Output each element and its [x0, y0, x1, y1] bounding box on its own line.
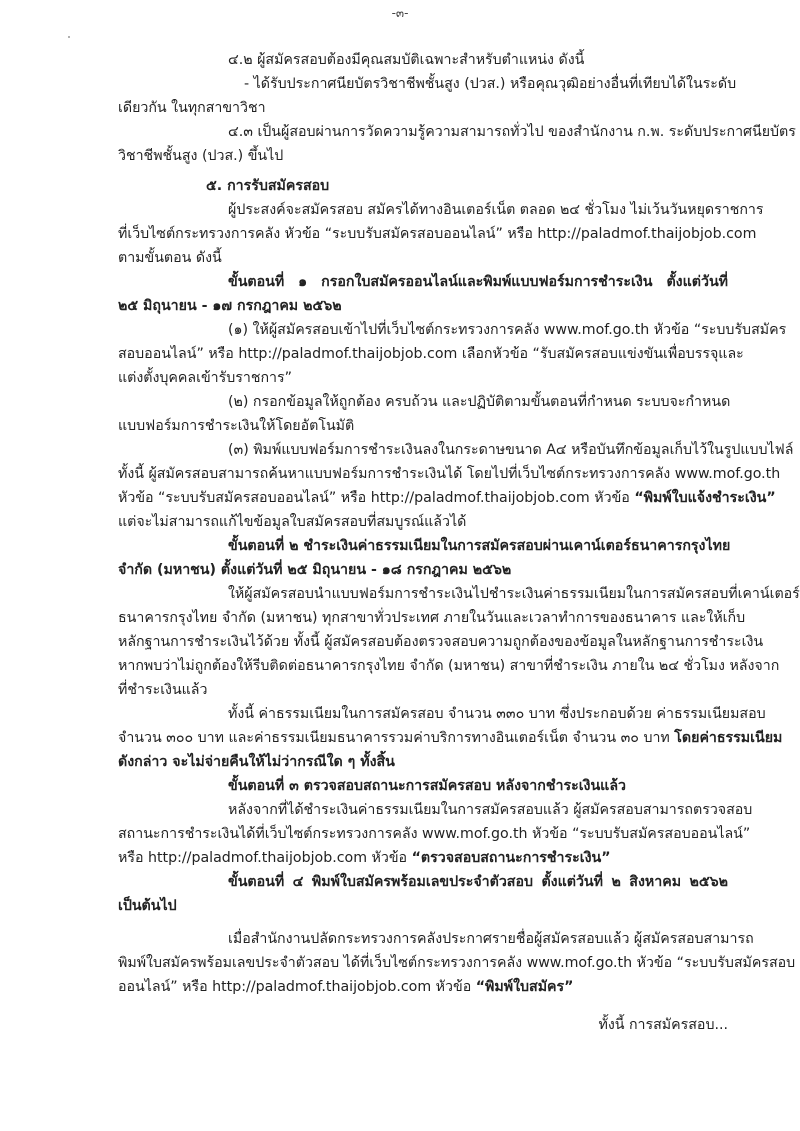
- text-line: [118, 72, 737, 96]
- bold-text: ขั้นตอนที่ ๓ ตรวจสอบสถานะการสมัครสอบ หลังจากชำระเงินแล้ว: [228, 778, 626, 794]
- document-body: [118, 48, 800, 1037]
- text-line: [118, 951, 796, 975]
- text-line: [118, 726, 783, 750]
- text-line: [118, 174, 728, 198]
- text: หรือ http://paladmof.thaijobjob.com หัวข้อ: [118, 850, 412, 866]
- text: สอบออนไลน์” หรือ http://paladmof.thaijobjob.com เลือกหัวข้อ “รับสมัครสอบแข่งขันเพื่อบรรจุและ: [118, 346, 744, 362]
- text-line: [118, 582, 800, 606]
- text-line: [118, 846, 728, 870]
- text: - ได้รับประกาศนียบัตรวิชาชีพชั้นสูง (ปวส.) หรือคุณวุฒิอย่างอื่นที่เทียบได้ในระดับ: [244, 76, 737, 92]
- bold-text: ดังกล่าว จะไม่จ่ายคืนให้ไม่ว่ากรณีใด ๆ ทั้งสิ้น: [118, 754, 395, 770]
- bold-text: เป็นต้นไป: [118, 898, 177, 914]
- bold-text: “พิมพ์ใบสมัคร”: [475, 979, 574, 995]
- text: สถานะการชำระเงินได้ที่เว็บไซต์กระทรวงการคลัง www.mof.go.th หัวข้อ “ระบบรับสมัครสอบออนไลน์”: [118, 826, 751, 842]
- text-line: [118, 558, 728, 582]
- bold-text: ๒๕ มิถุนายน - ๑๗ กรกฎาคม ๒๕๖๒: [118, 298, 342, 314]
- text: (๓) พิมพ์แบบฟอร์มการชำระเงินลงในกระดาษขนาด A๔ หรือบันทึกข้อมูลเก็บไว้ในรูปแบบไฟล์: [228, 442, 794, 458]
- text-line: [118, 1013, 728, 1037]
- text-line: [118, 774, 728, 798]
- text: (๑) ให้ผู้สมัครสอบเข้าไปที่เว็บไซต์กระทรวงการคลัง www.mof.go.th หัวข้อ “ระบบรับสมัคร: [228, 322, 787, 338]
- text-line: [118, 798, 753, 822]
- text-line: [118, 927, 754, 951]
- text: ที่ชำระเงินแล้ว: [118, 682, 208, 698]
- text-line: [118, 510, 728, 534]
- text-line: [118, 822, 751, 846]
- text-line: [118, 390, 731, 414]
- text-line: [118, 606, 746, 630]
- text: หลักฐานการชำระเงินไว้ด้วย ทั้งนี้ ผู้สมัครสอบต้องตรวจสอบความถูกต้องของข้อมูลในหลักฐานการชำระเงิน: [118, 634, 764, 650]
- text: เดียวกัน ในทุกสาขาวิชา: [118, 100, 266, 116]
- text-line: [118, 270, 728, 294]
- text: ทั้งนี้ การสมัครสอบ...: [598, 1017, 728, 1033]
- text-line: [118, 438, 794, 462]
- bold-text: ขั้นตอนที่ ๔ พิมพ์ใบสมัครพร้อมเลขประจำตัวสอบ ตั้งแต่วันที่ ๒ สิงหาคม ๒๕๖๒: [228, 874, 728, 890]
- text-line: [118, 96, 728, 120]
- text-line: [118, 366, 728, 390]
- text-line: [118, 246, 728, 270]
- text: ผู้ประสงค์จะสมัครสอบ สมัครได้ทางอินเตอร์เน็ต ตลอด ๒๔ ชั่วโมง ไม่เว้นวันหยุดราชการ: [228, 202, 764, 218]
- text: ตามขั้นตอน ดังนี้: [118, 250, 222, 266]
- scan-speck: [68, 36, 70, 38]
- bold-text: “พิมพ์ใบแจ้งชำระเงิน”: [634, 490, 776, 506]
- bold-text: โดยค่าธรรมเนียม: [674, 730, 783, 746]
- text-line: [118, 144, 728, 168]
- text: วิชาชีพชั้นสูง (ปวส.) ขึ้นไป: [118, 148, 284, 164]
- text-line: [118, 630, 764, 654]
- text-line: [118, 534, 731, 558]
- text: แต่จะไม่สามารถแก้ไขข้อมูลใบสมัครสอบที่สมบูรณ์แล้วได้: [118, 514, 467, 530]
- text-line: [118, 750, 728, 774]
- text-line: [118, 462, 781, 486]
- text: หัวข้อ “ระบบรับสมัครสอบออนไลน์” หรือ http://paladmof.thaijobjob.com หัวข้อ: [118, 490, 635, 506]
- text: หลังจากที่ได้ชำระเงินค่าธรรมเนียมในการสมัครสอบแล้ว ผู้สมัครสอบสามารถตรวจสอบ: [228, 802, 753, 818]
- bold-text: ขั้นตอนที่ ๑ กรอกใบสมัครออนไลน์และพิมพ์แบบฟอร์มการชำระเงิน ตั้งแต่วันที่: [228, 274, 728, 290]
- page-number: -๓-: [391, 6, 409, 20]
- text-line: [118, 894, 728, 918]
- text-line: [118, 198, 764, 222]
- text: ธนาคารกรุงไทย จำกัด (มหาชน) ทุกสาขาทั่วประเทศ ภายในวันและเวลาทำการของธนาคาร และให้เก็บ: [118, 610, 746, 626]
- text-line: [118, 654, 780, 678]
- text: แบบฟอร์มการชำระเงินให้โดยอัตโนมัติ: [118, 418, 355, 434]
- text-line: [118, 342, 744, 366]
- text-line: [118, 870, 728, 894]
- bold-text: ขั้นตอนที่ ๒ ชำระเงินค่าธรรมเนียมในการสมัครสอบผ่านเคาน์เตอร์ธนาคารกรุงไทย: [228, 538, 731, 554]
- text: แต่งตั้งบุคคลเข้ารับราชการ”: [118, 370, 292, 386]
- text: จำนวน ๓๐๐ บาท และค่าธรรมเนียมธนาคารรวมค่าบริการทางอินเตอร์เน็ต จำนวน ๓๐ บาท: [118, 730, 675, 746]
- bold-text: จำกัด (มหาชน) ตั้งแต่วันที่ ๒๕ มิถุนายน - ๑๘ กรกฎาคม ๒๕๖๒: [118, 562, 512, 578]
- text: เมื่อสำนักงานปลัดกระทรวงการคลังประกาศรายชื่อผู้สมัครสอบแล้ว ผู้สมัครสอบสามารถ: [228, 931, 754, 947]
- text-line: [118, 678, 728, 702]
- text: ให้ผู้สมัครสอบนำแบบฟอร์มการชำระเงินไปชำระเงินค่าธรรมเนียมในการสมัครสอบที่เคาน์เตอร์: [228, 586, 800, 602]
- text: ทั้งนี้ ค่าธรรมเนียมในการสมัครสอบ จำนวน ๓๓๐ บาท ซึ่งประกอบด้วย ค่าธรรมเนียมสอบ: [228, 706, 766, 722]
- text-line: [118, 48, 728, 72]
- text: ๔.๒ ผู้สมัครสอบต้องมีคุณสมบัติเฉพาะสำหรับตำแหน่ง ดังนี้: [228, 52, 585, 68]
- text: ออนไลน์” หรือ http://paladmof.thaijobjob.com หัวข้อ: [118, 979, 476, 995]
- text-line: [118, 702, 766, 726]
- text: หากพบว่าไม่ถูกต้องให้รีบติดต่อธนาคารกรุงไทย จำกัด (มหาชน) สาขาที่ชำระเงิน ภายใน ๒๔ ชั่วโมง หลังจาก: [118, 658, 780, 674]
- text-line: [118, 222, 757, 246]
- bold-text: ๕. การรับสมัครสอบ: [206, 178, 330, 194]
- text-line: [118, 294, 728, 318]
- text-line: [118, 486, 776, 510]
- text: ทั้งนี้ ผู้สมัครสอบสามารถค้นหาแบบฟอร์มการชำระเงินได้ โดยไปที่เว็บไซต์กระทรวงการคลัง www.mof.go.th: [118, 466, 781, 482]
- text: (๒) กรอกข้อมูลให้ถูกต้อง ครบถ้วน และปฏิบัติตามขั้นตอนที่กำหนด ระบบจะกำหนด: [228, 394, 731, 410]
- text-line: [118, 975, 728, 999]
- text-line: [118, 414, 728, 438]
- bold-text: “ตรวจสอบสถานะการชำระเงิน”: [411, 850, 611, 866]
- text: พิมพ์ใบสมัครพร้อมเลขประจำตัวสอบ ได้ที่เว็บไซต์กระทรวงการคลัง www.mof.go.th หัวข้อ “ระบบรับสมัครสอบ: [118, 955, 796, 971]
- text: ๔.๓ เป็นผู้สอบผ่านการวัดความรู้ความสามารถทั่วไป ของสำนักงาน ก.พ. ระดับประกาศนียบัตร: [228, 124, 796, 140]
- text-line: [118, 120, 796, 144]
- text-line: [118, 318, 787, 342]
- text: ที่เว็บไซต์กระทรวงการคลัง หัวข้อ “ระบบรับสมัครสอบออนไลน์” หรือ http://paladmof.thaijobjob.com: [118, 226, 757, 242]
